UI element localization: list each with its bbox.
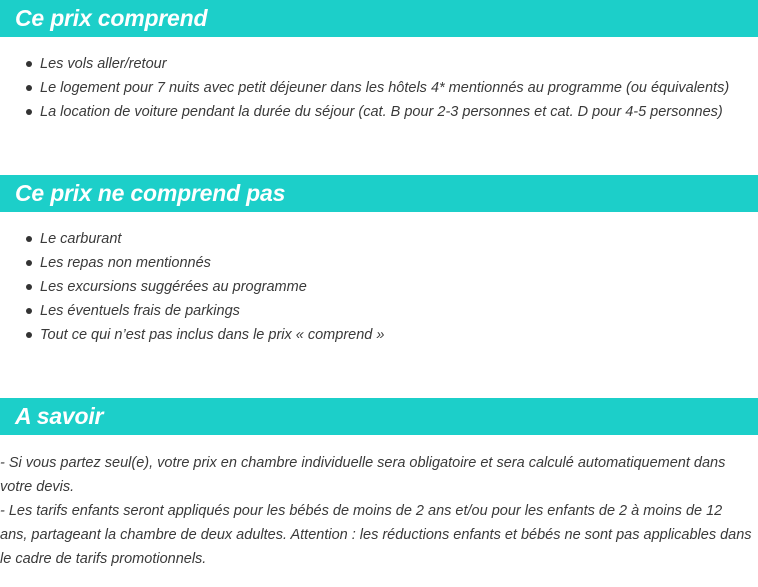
section-title-includes: Ce prix comprend xyxy=(15,5,208,31)
info-paragraph: - Les tarifs enfants seront appliqués pour les bébés de moins de 2 ans et/ou pour les enfants de 2 à moins de 12 ans, partageant la chambre de deux adultes. Attention : les réductions enfants et bébés ne sont pas applicables dans le cadre de tarifs promotionnels. xyxy=(0,503,752,567)
bullet-icon xyxy=(26,61,32,67)
list-item-text: Le logement pour 7 nuits avec petit déjeuner dans les hôtels 4* mentionnés au programme (ou équivalents) xyxy=(40,80,730,96)
includes-list xyxy=(40,52,729,124)
list-item xyxy=(40,275,384,299)
list-item xyxy=(40,227,384,251)
list-item-text: Les éventuels frais de parkings xyxy=(40,303,240,319)
list-item xyxy=(40,52,729,76)
section-header-excludes xyxy=(0,175,758,212)
list-item-text: Les excursions suggérées au programme xyxy=(40,279,307,295)
bullet-icon xyxy=(26,85,32,91)
list-item xyxy=(40,323,384,347)
list-item-text: Les repas non mentionnés xyxy=(40,255,211,271)
bullet-icon xyxy=(26,260,32,266)
info-body xyxy=(0,451,752,571)
section-header-info xyxy=(0,398,758,435)
list-item xyxy=(40,100,729,124)
section-title-info: A savoir xyxy=(15,403,104,429)
list-item xyxy=(40,299,384,323)
bullet-icon xyxy=(26,284,32,290)
list-item-text: Le carburant xyxy=(40,231,122,247)
section-title-excludes: Ce prix ne comprend pas xyxy=(15,180,286,206)
list-item xyxy=(40,251,384,275)
bullet-icon xyxy=(26,236,32,242)
bullet-icon xyxy=(26,109,32,115)
bullet-icon xyxy=(26,308,32,314)
excludes-list xyxy=(40,227,384,347)
info-paragraph: - Si vous partez seul(e), votre prix en chambre individuelle sera obligatoire et sera calculé automatiquement dans votre devis. xyxy=(0,455,726,495)
list-item-text: Les vols aller/retour xyxy=(40,56,167,72)
list-item xyxy=(40,76,729,100)
bullet-icon xyxy=(26,332,32,338)
list-item-text: Tout ce qui n’est pas inclus dans le prix « comprend » xyxy=(40,327,385,343)
list-item-text: La location de voiture pendant la durée du séjour (cat. B pour 2-3 personnes et cat. D pour 4-5 personnes) xyxy=(40,104,723,120)
section-header-includes xyxy=(0,0,758,37)
